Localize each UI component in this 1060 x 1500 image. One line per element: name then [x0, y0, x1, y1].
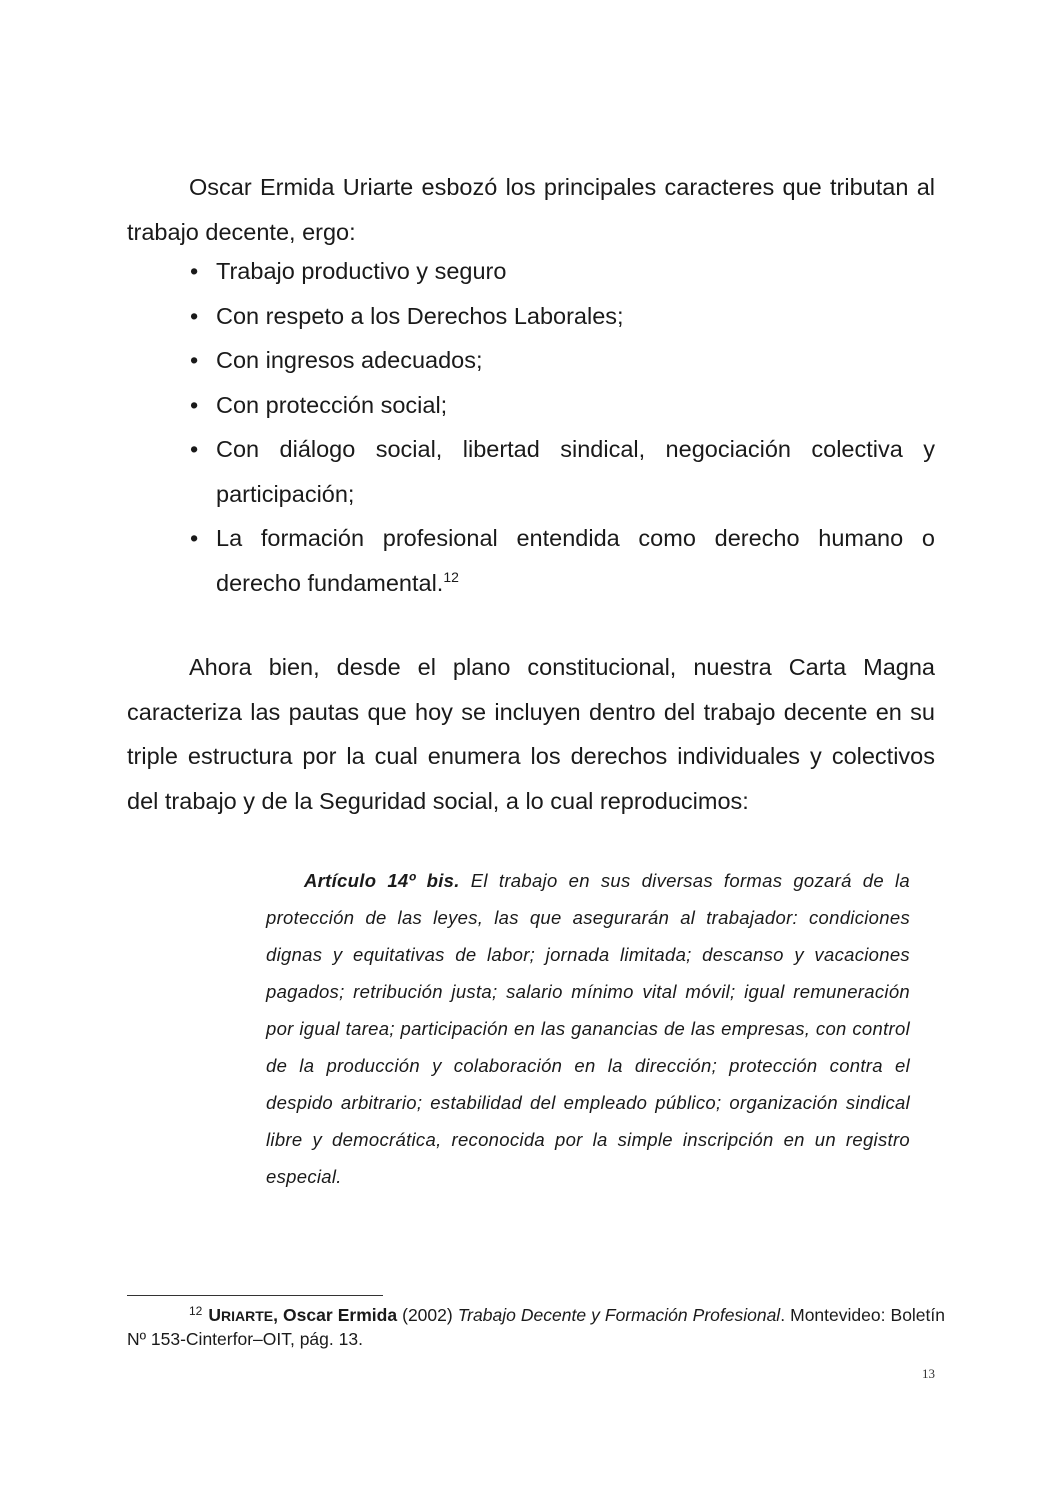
- footnote-reference[interactable]: 12: [443, 568, 459, 585]
- footnote-author: [208, 1305, 397, 1325]
- author-surname-rest: RIARTE: [221, 1308, 274, 1324]
- page-number: 13: [922, 1366, 935, 1381]
- article-label: Artículo 14º bis.: [304, 870, 460, 891]
- list-item: [190, 249, 935, 294]
- list-item-text: La formación profesional entendida como derecho humano o derecho fundamental.: [216, 525, 935, 596]
- list-item-text: Trabajo productivo y seguro: [216, 258, 507, 284]
- list-item-text: Con diálogo social, libertad sindical, negociación colectiva y participación;: [216, 436, 935, 507]
- list-item-text: Con ingresos adecuados;: [216, 347, 483, 373]
- bullet-icon: •: [190, 436, 199, 462]
- list-item: [190, 294, 935, 339]
- bullet-icon: •: [190, 391, 199, 418]
- list-item: [190, 338, 935, 383]
- list-item: [190, 383, 935, 428]
- constitution-quote: [266, 862, 910, 1195]
- intro-paragraph: Oscar Ermida Uriarte esbozó los principales caracteres que tributan al trabajo decente, ergo:: [127, 174, 935, 245]
- author-initial: U: [208, 1305, 221, 1325]
- footnote-separator: [127, 1295, 383, 1296]
- list-item: [190, 427, 935, 516]
- author-given-name: , Oscar Ermida: [273, 1305, 398, 1325]
- bullet-icon: •: [190, 347, 199, 373]
- list-item-text: Con respeto a los Derechos Laborales;: [216, 302, 624, 329]
- list-item-text: Con protección social;: [216, 391, 448, 418]
- footnote: [127, 1304, 945, 1351]
- list-item: [190, 516, 935, 605]
- characteristics-list: [190, 249, 935, 605]
- second-paragraph: Ahora bien, desde el plano constitucional, nuestra Carta Magna caracteriza las pautas que hoy se incluyen dentro del trabajo decente en su triple estructura por la cual enumera los derechos individuales y colectivos del trabajo y de la Seguridad social, a lo cual reproducimos:: [127, 654, 935, 814]
- bullet-icon: •: [190, 258, 199, 284]
- footnote-number: 12: [189, 1304, 203, 1318]
- article-text: El trabajo en sus diversas formas gozará de la protección de las leyes, las que asegurarán al trabajador: condiciones dignas y equitativas de labor; jornada limitada; descanso y vacaciones pagados; retribución justa; salario mínimo vital móvil; igual remuneración por igual tarea; participación en las ganancias de las empresas, con control de la producción y colaboración en la dirección; protección contra el despido arbitrario; estabilidad del empleado público; organización sindical libre y democrática, reconocida por la simple inscripción en un registro especial.: [266, 870, 910, 1187]
- footnote-rest: . Montevideo: Boletín Nº 153-Cinterfor–OIT, pág. 13.: [127, 1305, 946, 1349]
- footnote-year: (2002): [397, 1305, 458, 1325]
- bullet-icon: •: [190, 302, 199, 329]
- footnote-title: Trabajo Decente y Formación Profesional: [457, 1305, 781, 1325]
- bullet-icon: •: [190, 525, 199, 551]
